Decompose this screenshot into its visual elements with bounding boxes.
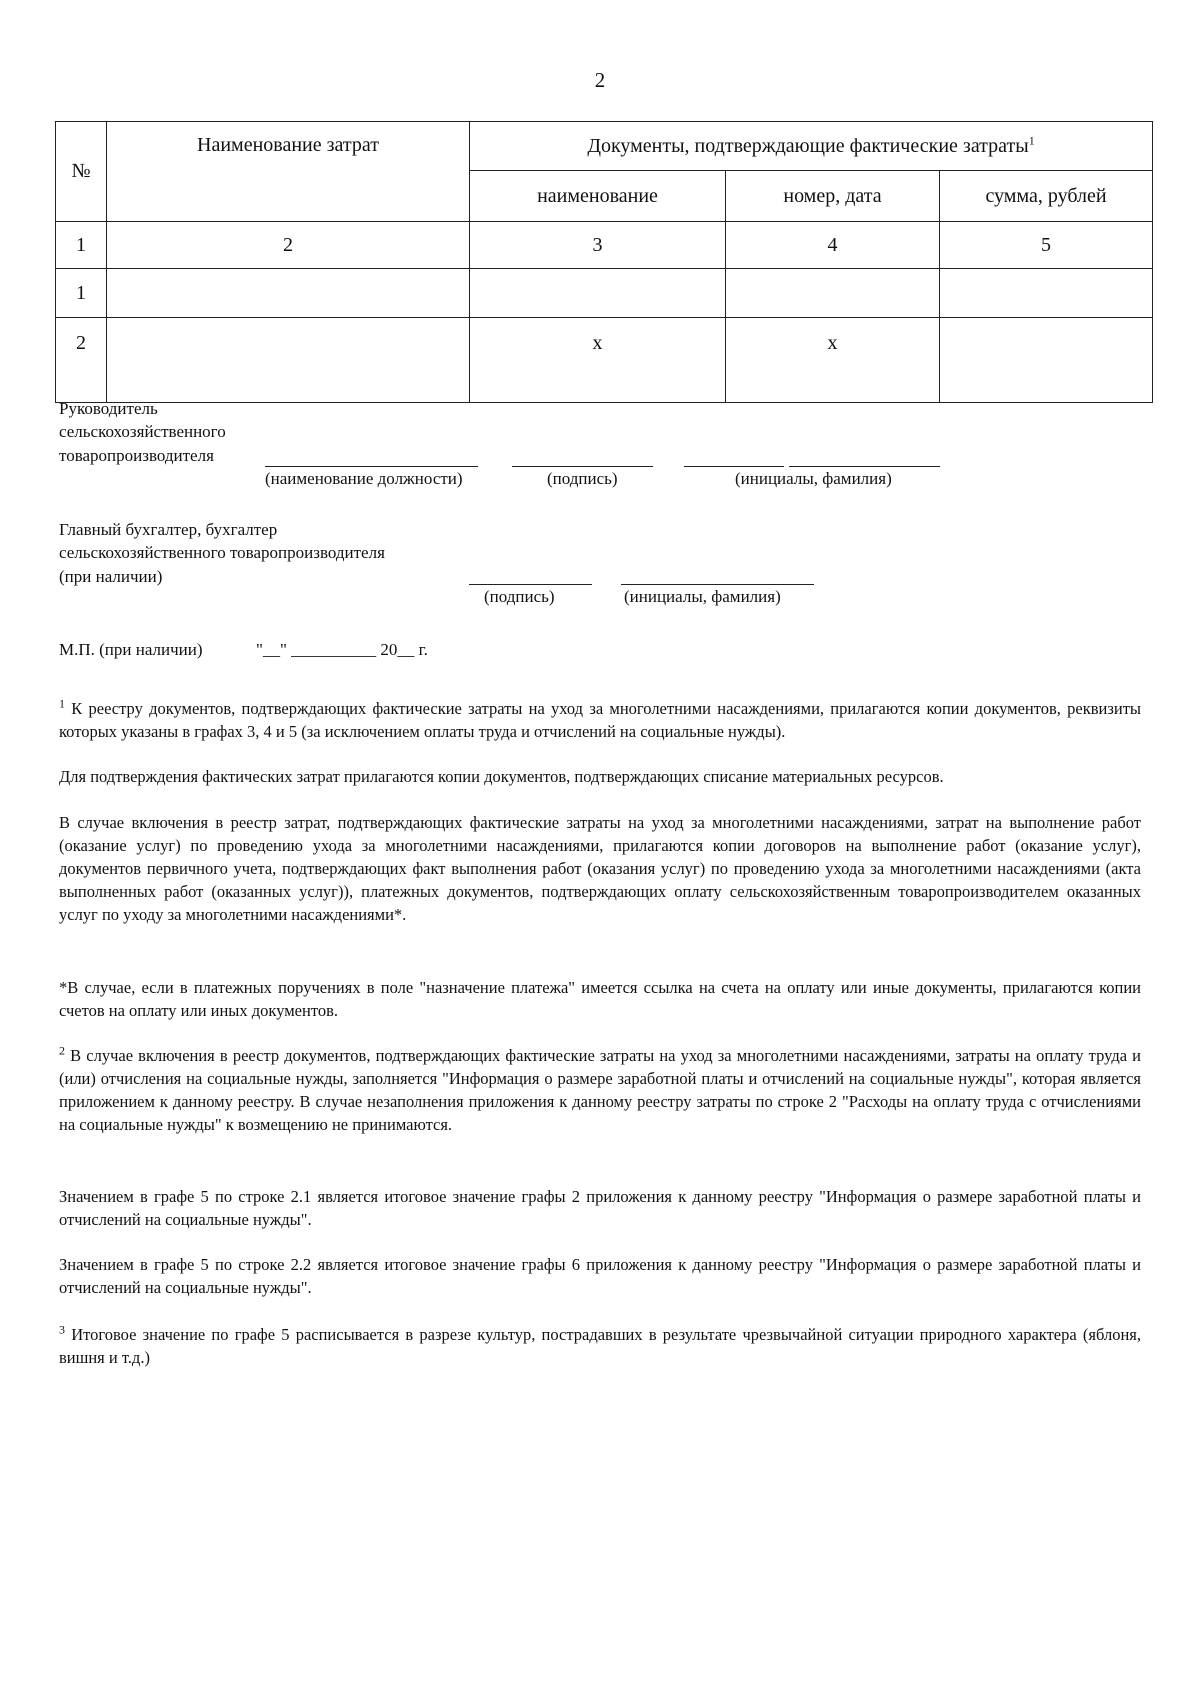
row-doc-number-date: x: [726, 318, 940, 403]
caption-position: (наименование должности): [265, 469, 463, 488]
note-services: [59, 811, 1141, 926]
page-number: 2: [594, 68, 606, 92]
accountant-signature-line: [469, 584, 592, 585]
caption-signature: (подпись): [547, 469, 618, 488]
header-num: №: [56, 122, 107, 222]
row-doc-name: x: [470, 318, 726, 403]
accountant-caption-initials: (инициалы, фамилия): [624, 587, 781, 606]
table-row: [56, 269, 1153, 318]
accountant-caption-signature: (подпись): [484, 587, 555, 606]
row-name: [107, 318, 470, 403]
note-line-2-2-text: Значением в графе 5 по строке 2.2 является итоговое значение графы 6 приложения к данному реестру "Информация о размере заработной платы и отчислений на социальные нужды".: [59, 1255, 1141, 1297]
initials-line-b: [789, 466, 940, 467]
footnote-2: [59, 1044, 1141, 1136]
note-line-2-1-text: Значением в графе 5 по строке 2.1 является итоговое значение графы 2 приложения к данному реестру "Информация о размере заработной платы и отчислений на социальные нужды".: [59, 1187, 1141, 1229]
header-cost-name: [107, 122, 470, 222]
header-doc-amount: сумма, рублей: [940, 171, 1153, 222]
row-name: [107, 269, 470, 318]
head-label-line-2: сельскохозяйственного: [59, 422, 226, 441]
row-amount: [940, 269, 1153, 318]
caption-initials: (инициалы, фамилия): [735, 469, 892, 488]
header-cost-name-label: Наименование затрат: [197, 134, 379, 156]
column-number: 3: [470, 222, 726, 269]
note-material-resources: [59, 765, 1141, 788]
footnote-3-marker: 3: [59, 1322, 65, 1337]
accountant-initials-line: [621, 584, 814, 585]
column-numbers-row: [56, 222, 1153, 269]
column-number: 4: [726, 222, 940, 269]
footnote-1-text: К реестру документов, подтверждающих фактические затраты на уход за многолетними насаждениями, прилагаются копии документов, реквизиты которых указаны в графах 3, 4 и 5 (за исключением оплаты труда и отчислений на социальные нужды).: [59, 699, 1141, 741]
row-amount: [940, 318, 1153, 403]
column-number: 2: [107, 222, 470, 269]
note-payment-orders: [59, 976, 1141, 1022]
note-material-resources-text: Для подтверждения фактических затрат прилагаются копии документов, подтверждающих списание материальных ресурсов.: [59, 767, 944, 786]
initials-line-a: [684, 466, 784, 467]
header-docs-label: Документы, подтверждающие фактические затраты: [587, 134, 1029, 157]
row-doc-name: [470, 269, 726, 318]
head-label-line-3: товаропроизводителя: [59, 446, 214, 465]
header-doc-name: наименование: [470, 171, 726, 222]
accountant-label-line-1: Главный бухгалтер, бухгалтер: [59, 520, 278, 539]
accountant-label-line-3: (при наличии): [59, 567, 163, 586]
footnote-2-marker: 2: [59, 1043, 65, 1058]
table-row: [56, 318, 1153, 403]
note-services-text: В случае включения в реестр затрат, подтверждающих фактические затраты на уход за многолетними насаждениями, затрат на выполнение работ (оказание услуг) по проведению ухода за многолетними насаждениями, прилагаются копии договоров на выполнение работ (оказание услуг), документов первичного учета, подтверждающих факт выполнения работ (оказания услуг) по проведению ухода за многолетними насаждениями (акта выполненных работ (оказанных услуг)), платежных документов, подтверждающих оплату сельскохозяйственным товаропроизводителем оказанных услуг по уходу за многолетними насаждениями*.: [59, 813, 1141, 924]
column-number: 1: [56, 222, 107, 269]
head-label-line-1: Руководитель: [59, 399, 158, 418]
accountant-label-line-2: сельскохозяйственного товаропроизводителя: [59, 543, 385, 562]
row-num: 2: [56, 318, 107, 403]
header-docs: [470, 122, 1153, 171]
footnote-1: [59, 697, 1141, 743]
note-payment-orders-text: *В случае, если в платежных поручениях в поле "назначение платежа" имеется ссылка на счета на оплату или иные документы, прилагаются копии счетов на оплату или иных документов.: [59, 978, 1141, 1020]
footnote-3-text: Итоговое значение по графе 5 расписывается в разрезе культур, пострадавших в результате чрезвычайной ситуации природного характера (яблоня, вишня и т.д.): [59, 1325, 1141, 1367]
position-signature-line: [265, 466, 478, 467]
cost-registry-table: [55, 121, 1153, 403]
row-num: 1: [56, 269, 107, 318]
row-doc-number-date: [726, 269, 940, 318]
note-line-2-2: [59, 1253, 1141, 1299]
stamp-label: М.П. (при наличии): [59, 640, 203, 659]
note-line-2-1: [59, 1185, 1141, 1231]
header-doc-number-date: номер, дата: [726, 171, 940, 222]
signature-line: [512, 466, 653, 467]
footnote-ref-1: 1: [1028, 132, 1035, 147]
column-number: 5: [940, 222, 1153, 269]
footnote-2-text: В случае включения в реестр документов, подтверждающих фактические затраты на уход за многолетними насаждениями, затраты на оплату труда и (или) отчисления на социальные нужды, заполняется "Информация о размере заработной платы и отчислений на социальные нужды", которая является приложением к данному реестру. В случае незаполнения приложения к данному реестру затраты по строке 2 "Расходы на оплату труда с отчислениями на социальные нужды" к возмещению не принимаются.: [59, 1046, 1141, 1134]
footnote-3: [59, 1323, 1141, 1369]
date-template: "__" __________ 20__ г.: [256, 640, 428, 659]
footnote-1-marker: 1: [59, 696, 65, 711]
